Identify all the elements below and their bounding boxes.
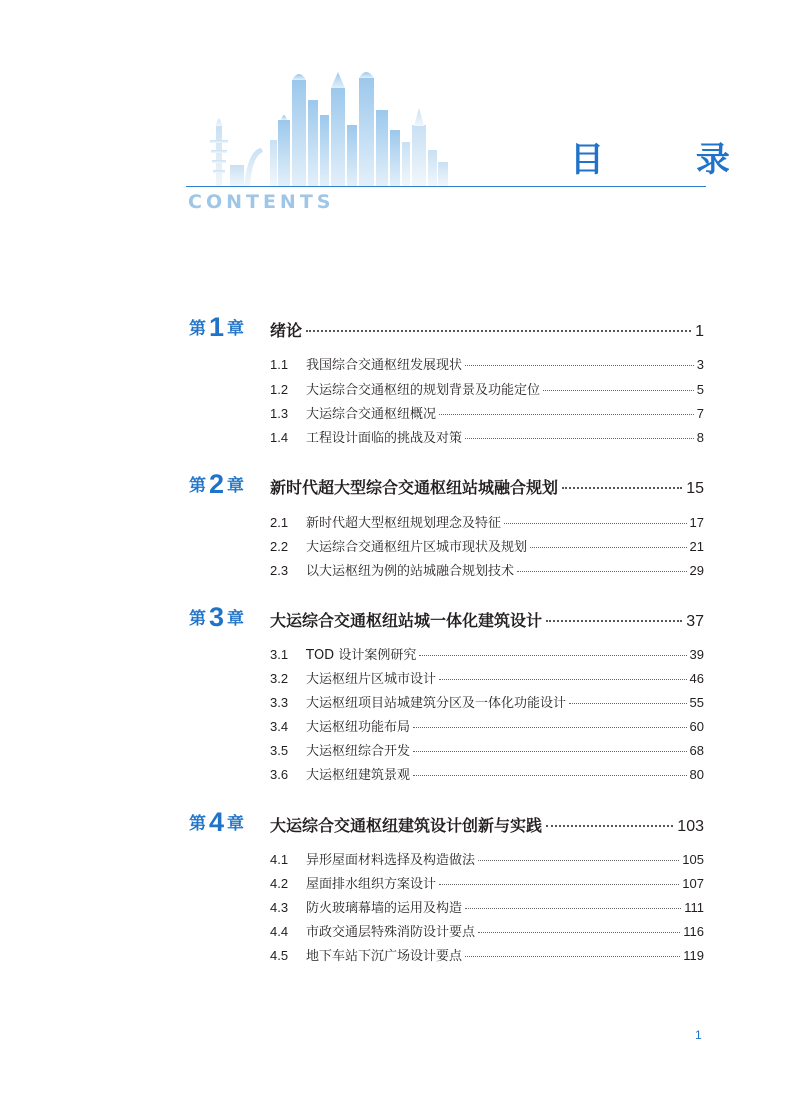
section-title: 工程设计面临的挑战及对策	[306, 431, 463, 446]
section-page-number: 46	[689, 671, 704, 686]
section-page-number: 105	[682, 852, 704, 867]
section-title: 大运枢纽建筑景观	[306, 768, 411, 783]
section-title: 地下车站下沉广场设计要点	[306, 949, 463, 964]
section-title: 异形屋面材料选择及构造做法	[306, 853, 476, 868]
section-number: 1.2	[270, 382, 289, 397]
dot-leader	[546, 825, 673, 827]
section-page-number: 80	[689, 767, 704, 782]
section-page-number: 5	[696, 382, 704, 397]
section-number: 4.3	[270, 900, 289, 915]
dot-leader	[543, 390, 694, 391]
section-number: 3.1	[270, 647, 289, 662]
section-page-number: 116	[683, 924, 704, 939]
section-number: 3.2	[270, 671, 289, 686]
toc-entry[interactable]	[270, 764, 704, 784]
dot-leader	[439, 414, 694, 415]
section-page-number: 7	[696, 406, 704, 421]
section-number: 4.4	[270, 924, 289, 939]
section-number: 4.1	[270, 852, 289, 867]
toc-entry[interactable]	[270, 897, 704, 917]
toc-entry[interactable]	[270, 668, 704, 688]
dot-leader	[478, 932, 680, 933]
toc-entry[interactable]	[270, 644, 704, 664]
chapter-number-label: 第 4 章	[189, 807, 245, 837]
dot-leader	[419, 655, 686, 656]
city-skyline-illustration	[186, 70, 456, 186]
toc-entry[interactable]	[270, 921, 704, 941]
contents-subtitle: CONTENTS	[188, 191, 335, 213]
section-number: 3.5	[270, 743, 289, 758]
chapter-title: 大运综合交通枢纽站城一体化建筑设计	[270, 611, 543, 630]
dot-leader	[465, 365, 694, 366]
section-title: 大运枢纽项目站城建筑分区及一体化功能设计	[306, 696, 567, 711]
dot-leader	[478, 860, 679, 861]
section-number: 2.1	[270, 515, 289, 530]
section-page-number: 17	[689, 515, 704, 530]
section-number: 3.4	[270, 719, 289, 734]
dot-leader	[546, 620, 682, 622]
section-number: 4.2	[270, 876, 289, 891]
section-number: 1.4	[270, 430, 289, 445]
dot-leader	[306, 330, 691, 332]
dot-leader	[569, 703, 687, 704]
chapter-title: 新时代超大型综合交通枢纽站城融合规划	[270, 478, 559, 497]
section-title: 大运枢纽片区城市设计	[306, 672, 437, 687]
section-number: 4.5	[270, 948, 289, 963]
dot-leader	[517, 571, 687, 572]
page-title: 目 录	[570, 140, 770, 180]
section-title: 以大运枢纽为例的站城融合规划技术	[306, 564, 515, 579]
chapter-page-number: 103	[677, 818, 704, 835]
dot-leader	[439, 884, 679, 885]
section-title: 大运综合交通枢纽的规划背景及功能定位	[306, 383, 541, 398]
section-title: 大运枢纽功能布局	[306, 720, 411, 735]
dot-leader	[465, 438, 694, 439]
section-number: 2.3	[270, 563, 289, 578]
toc-entry[interactable]	[270, 427, 704, 447]
dot-leader	[413, 751, 687, 752]
dot-leader	[562, 487, 682, 489]
section-title: 大运枢纽综合开发	[306, 744, 411, 759]
chapter-heading[interactable]	[0, 604, 790, 632]
dot-leader	[504, 523, 687, 524]
section-number: 3.6	[270, 767, 289, 782]
toc-entry[interactable]	[270, 740, 704, 760]
dot-leader	[530, 547, 687, 548]
toc-entry[interactable]	[270, 849, 704, 869]
page-header	[0, 0, 790, 230]
toc-entry[interactable]	[270, 354, 704, 374]
toc-entry[interactable]	[270, 945, 704, 965]
section-title: 我国综合交通枢纽发展现状	[306, 358, 463, 373]
chapter-page-number: 37	[686, 613, 704, 630]
toc-entry[interactable]	[270, 379, 704, 399]
dot-leader	[465, 908, 681, 909]
section-page-number: 55	[689, 695, 704, 710]
section-page-number: 21	[689, 539, 704, 554]
section-number: 1.1	[270, 357, 289, 372]
chapter-title: 绪论	[270, 321, 303, 340]
section-page-number: 68	[689, 743, 704, 758]
chapter-title: 大运综合交通枢纽建筑设计创新与实践	[270, 816, 543, 835]
section-page-number: 119	[683, 948, 704, 963]
toc-entry[interactable]	[270, 873, 704, 893]
section-title: 市政交通层特殊消防设计要点	[306, 925, 476, 940]
dot-leader	[413, 727, 687, 728]
section-page-number: 60	[689, 719, 704, 734]
section-title: 大运综合交通枢纽概况	[306, 407, 437, 422]
chapter-heading[interactable]	[0, 471, 790, 499]
section-title: 新时代超大型枢纽规划理念及特征	[306, 516, 502, 531]
chapter-number-label: 第 3 章	[189, 602, 245, 632]
chapter-number-label: 第 2 章	[189, 469, 245, 499]
section-page-number: 39	[689, 647, 704, 662]
toc-entry[interactable]	[270, 536, 704, 556]
section-title: 屋面排水组织方案设计	[306, 877, 437, 892]
toc-entry[interactable]	[270, 716, 704, 736]
toc-entry[interactable]	[270, 692, 704, 712]
section-number: 2.2	[270, 539, 289, 554]
section-page-number: 3	[696, 357, 704, 372]
section-number: 1.3	[270, 406, 289, 421]
section-page-number: 29	[689, 563, 704, 578]
section-title: TOD 设计案例研究	[306, 648, 417, 663]
chapter-page-number: 15	[686, 480, 704, 497]
dot-leader	[439, 679, 687, 680]
toc-entry[interactable]	[270, 512, 704, 532]
toc-entry[interactable]	[270, 403, 704, 423]
header-divider	[186, 186, 706, 187]
page-number: 1	[695, 1028, 702, 1042]
chapter-heading[interactable]	[0, 314, 790, 342]
dot-leader	[413, 775, 687, 776]
section-number: 3.3	[270, 695, 289, 710]
chapter-heading[interactable]	[0, 809, 790, 837]
chapter-number-label: 第 1 章	[189, 312, 245, 342]
section-title: 防火玻璃幕墙的运用及构造	[306, 901, 463, 916]
chapter-page-number: 1	[695, 323, 704, 340]
toc-entry[interactable]	[270, 560, 704, 580]
section-title: 大运综合交通枢纽片区城市现状及规划	[306, 540, 528, 555]
section-page-number: 8	[696, 430, 704, 445]
dot-leader	[465, 956, 680, 957]
section-page-number: 111	[684, 900, 704, 915]
section-page-number: 107	[682, 876, 704, 891]
